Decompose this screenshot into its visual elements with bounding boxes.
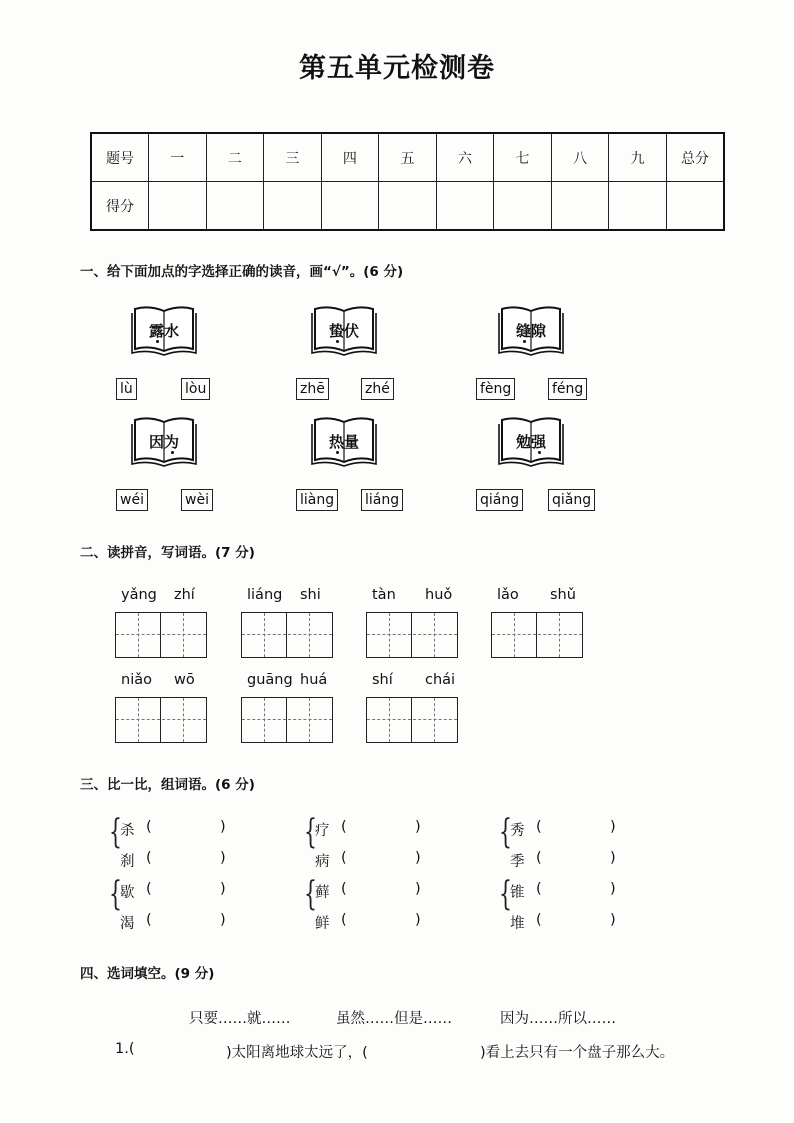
section1-title: 一、给下面加点的字选择正确的读音，画“√”。(6 分) <box>80 264 404 280</box>
pinyin-syllable: lǎo <box>497 587 519 603</box>
pinyin-syllable: zhí <box>174 587 195 603</box>
answer-blank[interactable] <box>157 819 217 839</box>
score-input-cell[interactable] <box>436 182 494 231</box>
answer-blank[interactable] <box>547 881 607 901</box>
grouping-brace: { <box>109 874 122 914</box>
score-header-cell: 二 <box>206 133 264 182</box>
section4-title: 四、选词填空。(9 分) <box>80 966 215 982</box>
compare-character: 病 <box>315 854 330 870</box>
pinyin-option[interactable]: liàng <box>296 489 338 511</box>
score-row-label: 得分 <box>91 182 149 231</box>
pinyin-option[interactable]: lòu <box>181 378 210 400</box>
pinyin-syllable: huǒ <box>425 587 453 603</box>
compare-character: 季 <box>510 854 525 870</box>
open-paren: ( <box>341 819 347 835</box>
book-icon <box>131 416 197 468</box>
page-title: 第五单元检测卷 <box>299 53 495 84</box>
pinyin-syllable: shǔ <box>550 587 576 603</box>
score-header-cell: 题号 <box>91 133 149 182</box>
close-paren: ) <box>415 850 421 866</box>
score-header-cell: 八 <box>551 133 609 182</box>
open-paren: ( <box>536 912 542 928</box>
score-input-cell[interactable] <box>264 182 322 231</box>
pinyin-syllable: liáng <box>247 587 283 603</box>
writing-grid[interactable] <box>115 697 207 743</box>
answer-blank[interactable] <box>547 912 607 932</box>
score-input-cell[interactable] <box>666 182 724 231</box>
score-input-cell[interactable] <box>321 182 379 231</box>
score-input-cell[interactable] <box>379 182 437 231</box>
pinyin-option[interactable]: zhē <box>296 378 329 400</box>
open-paren: ( <box>146 912 152 928</box>
compare-character: 杀 <box>120 823 135 839</box>
question-1-middle: )太阳离地球太远了，( <box>226 1045 368 1061</box>
writing-grid[interactable] <box>241 612 333 658</box>
emphasis-dot <box>171 451 174 454</box>
score-header-cell: 四 <box>321 133 379 182</box>
book-icon <box>311 305 377 357</box>
book-word: 露水 <box>148 322 179 340</box>
open-paren: ( <box>536 819 542 835</box>
pinyin-option[interactable]: fèng <box>476 378 515 400</box>
pinyin-syllable: huá <box>300 672 328 688</box>
open-paren: ( <box>536 881 542 897</box>
close-paren: ) <box>220 819 226 835</box>
book-icon <box>498 416 564 468</box>
score-header-cell: 九 <box>609 133 667 182</box>
word-option: 因为……所以…… <box>500 1011 616 1027</box>
open-paren: ( <box>536 850 542 866</box>
pinyin-syllable: chái <box>425 672 456 688</box>
answer-blank[interactable] <box>157 912 217 932</box>
close-paren: ) <box>610 850 616 866</box>
close-paren: ) <box>220 850 226 866</box>
pinyin-syllable: shí <box>372 672 393 688</box>
section3-title: 三、比一比，组词语。(6 分) <box>80 777 255 793</box>
book-word: 缝隙 <box>515 322 546 340</box>
close-paren: ) <box>610 819 616 835</box>
pinyin-syllable: yǎng <box>121 587 157 603</box>
score-table <box>90 132 725 231</box>
score-value-row <box>91 182 724 231</box>
writing-grid[interactable] <box>366 697 458 743</box>
close-paren: ) <box>415 881 421 897</box>
pinyin-syllable: wō <box>174 672 195 688</box>
close-paren: ) <box>610 881 616 897</box>
compare-character: 锥 <box>510 885 525 901</box>
pinyin-option[interactable]: wéi <box>116 489 148 511</box>
question-1-number: 1.( <box>115 1041 135 1057</box>
score-header-cell: 总分 <box>666 133 724 182</box>
question-1-blank-2[interactable] <box>398 1041 480 1061</box>
answer-blank[interactable] <box>352 881 412 901</box>
pinyin-syllable: guāng <box>247 672 293 688</box>
open-paren: ( <box>341 912 347 928</box>
grouping-brace: { <box>304 812 317 852</box>
question-1-end: )看上去只有一个盘子那么大。 <box>480 1045 675 1061</box>
answer-blank[interactable] <box>352 912 412 932</box>
emphasis-dot <box>156 340 159 343</box>
answer-blank[interactable] <box>352 819 412 839</box>
book-word: 勉强 <box>515 433 546 451</box>
writing-grid[interactable] <box>115 612 207 658</box>
grouping-brace: { <box>499 812 512 852</box>
score-header-row <box>91 133 724 182</box>
answer-blank[interactable] <box>157 881 217 901</box>
emphasis-dot <box>336 451 339 454</box>
compare-character: 堆 <box>510 916 525 932</box>
pinyin-option[interactable]: qiǎng <box>548 489 595 511</box>
section2-title: 二、读拼音，写词语。(7 分) <box>80 545 255 561</box>
pinyin-option[interactable]: zhé <box>361 378 394 400</box>
score-input-cell[interactable] <box>609 182 667 231</box>
open-paren: ( <box>341 850 347 866</box>
pinyin-option[interactable]: féng <box>548 378 587 400</box>
emphasis-dot <box>336 340 339 343</box>
answer-blank[interactable] <box>157 850 217 870</box>
pinyin-option[interactable]: wèi <box>181 489 213 511</box>
book-word: 蛰伏 <box>328 322 359 340</box>
pinyin-syllable: niǎo <box>121 672 152 688</box>
grouping-brace: { <box>304 874 317 914</box>
pinyin-option[interactable]: liáng <box>361 489 403 511</box>
open-paren: ( <box>146 850 152 866</box>
emphasis-dot <box>523 340 526 343</box>
score-header-cell: 五 <box>379 133 437 182</box>
word-option: 只要……就…… <box>189 1011 291 1027</box>
open-paren: ( <box>146 881 152 897</box>
close-paren: ) <box>415 819 421 835</box>
score-header-cell: 一 <box>149 133 207 182</box>
question-1-blank-1[interactable] <box>140 1041 225 1061</box>
compare-character: 鲜 <box>315 916 330 932</box>
answer-blank[interactable] <box>547 819 607 839</box>
score-input-cell[interactable] <box>149 182 207 231</box>
score-input-cell[interactable] <box>206 182 264 231</box>
score-input-cell[interactable] <box>494 182 552 231</box>
compare-character: 疗 <box>315 823 330 839</box>
answer-blank[interactable] <box>547 850 607 870</box>
book-icon <box>131 305 197 357</box>
open-paren: ( <box>146 819 152 835</box>
book-icon <box>311 416 377 468</box>
book-icon <box>498 305 564 357</box>
score-header-cell: 三 <box>264 133 322 182</box>
score-input-cell[interactable] <box>551 182 609 231</box>
book-word: 热量 <box>328 433 359 451</box>
close-paren: ) <box>415 912 421 928</box>
compare-character: 刹 <box>120 854 135 870</box>
writing-grid[interactable] <box>366 612 458 658</box>
book-word: 因为 <box>148 433 179 451</box>
compare-character: 秀 <box>510 823 525 839</box>
close-paren: ) <box>220 912 226 928</box>
writing-grid[interactable] <box>241 697 333 743</box>
pinyin-syllable: shi <box>300 587 321 603</box>
writing-grid[interactable] <box>491 612 583 658</box>
close-paren: ) <box>220 881 226 897</box>
compare-character: 藓 <box>315 885 330 901</box>
grouping-brace: { <box>109 812 122 852</box>
open-paren: ( <box>341 881 347 897</box>
answer-blank[interactable] <box>352 850 412 870</box>
compare-character: 歇 <box>120 885 135 901</box>
pinyin-syllable: tàn <box>372 587 396 603</box>
score-header-cell: 七 <box>494 133 552 182</box>
score-header-cell: 六 <box>436 133 494 182</box>
grouping-brace: { <box>499 874 512 914</box>
compare-character: 渴 <box>120 916 135 932</box>
pinyin-option[interactable]: lù <box>116 378 137 400</box>
word-option: 虽然……但是…… <box>336 1011 452 1027</box>
emphasis-dot <box>538 451 541 454</box>
close-paren: ) <box>610 912 616 928</box>
pinyin-option[interactable]: qiáng <box>476 489 523 511</box>
